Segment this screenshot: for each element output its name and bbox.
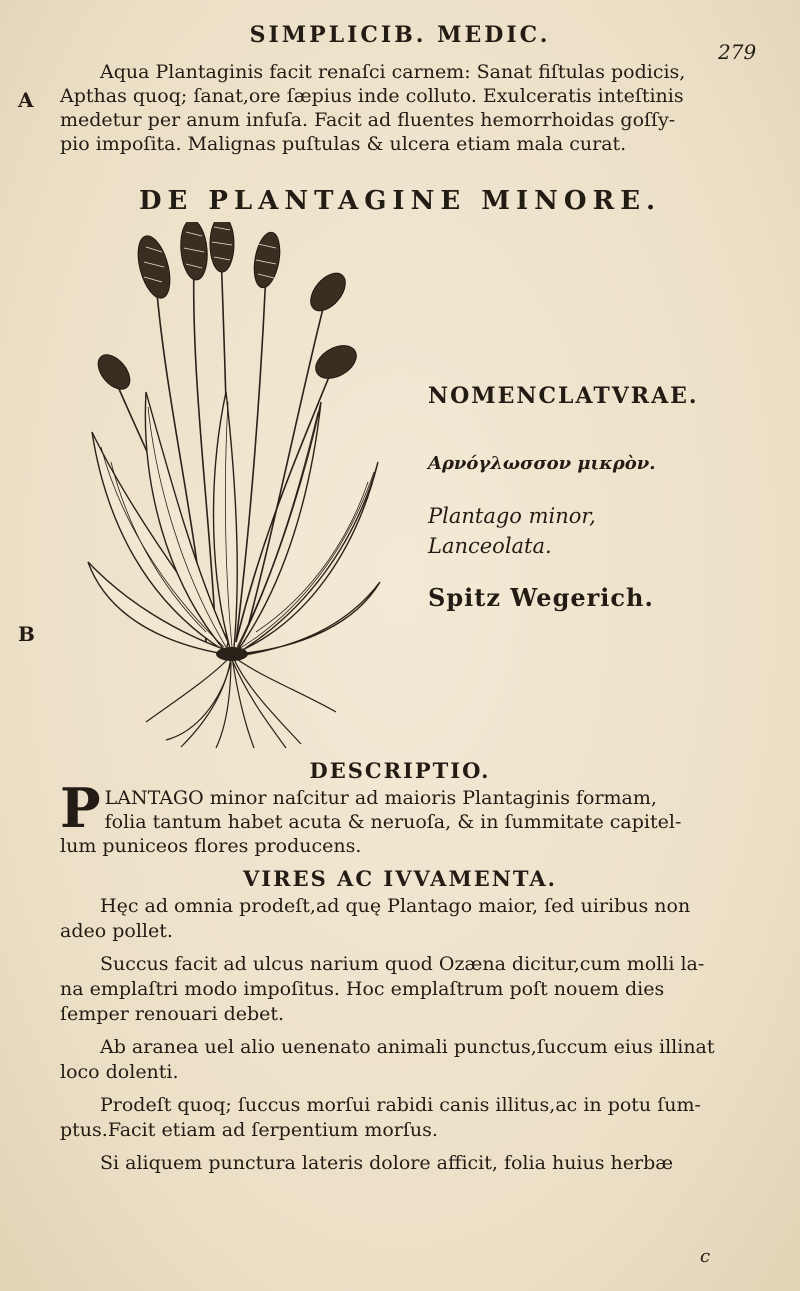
vires-heading: VIRES AC IVVAMENTA. bbox=[243, 866, 557, 891]
drop-cap: P bbox=[60, 776, 101, 840]
german-name: Spitz Wegerich. bbox=[428, 583, 654, 612]
vires-line: adeo pollet. bbox=[60, 920, 173, 942]
vires-text bbox=[60, 894, 750, 1176]
section-title: DE PLANTAGINE MINORE. bbox=[138, 186, 662, 216]
descriptio-paragraph bbox=[60, 776, 750, 858]
latin-synonym: Lanceolata. bbox=[428, 534, 552, 558]
margin-letter-b: B bbox=[18, 622, 35, 646]
intro-line: pio impoſita. Malignas puſtulas & ulcera etiam mala curat. bbox=[60, 133, 627, 155]
page-number: 279 bbox=[718, 40, 757, 64]
greek-name: Αρνόγλωσσον μικρὸν. bbox=[428, 453, 656, 474]
descriptio-line: LANTAGO minor naſcitur ad maioris Plantaginis formam, bbox=[104, 787, 657, 809]
vires-line: Succus facit ad ulcus narium quod Ozæna dicitur,cum molli la- bbox=[100, 953, 705, 975]
vires-line: ſemper renouari debet. bbox=[60, 1003, 285, 1025]
vires-line: ptus.Facit etiam ad ſerpentium morſus. bbox=[60, 1119, 438, 1141]
descriptio-line: folia tantum habet acuta & neruoſa, & in ſummitate capitel- bbox=[104, 811, 682, 833]
vires-line: na emplaſtri modo impoſitus. Hoc emplaſtrum poſt nouem dies bbox=[60, 978, 665, 1000]
descriptio-heading: DESCRIPTIO. bbox=[309, 758, 491, 783]
vires-line: Ab aranea uel alio uenenato animali punctus,ſuccum eius illinat bbox=[100, 1036, 715, 1058]
vires-line: loco dolenti. bbox=[60, 1061, 179, 1083]
intro-line: Aqua Plantaginis facit renaſci carnem: Sanat fiſtulas podicis, bbox=[100, 61, 686, 83]
descriptio-line: lum puniceos flores producens. bbox=[60, 835, 362, 857]
plantain-woodcut-illustration bbox=[86, 222, 382, 750]
catchword: c bbox=[700, 1246, 711, 1267]
running-head: SIMPLICIB. MEDIC. bbox=[249, 22, 551, 48]
margin-letter-a: A bbox=[18, 88, 34, 112]
nomenclature-block bbox=[428, 383, 748, 612]
vires-line: Si aliquem punctura lateris dolore afficit, folia huius herbæ bbox=[100, 1152, 674, 1174]
intro-line: Apthas quoq; ſanat,ore ſæpius inde colluto. Exulceratis inteſtinis bbox=[60, 85, 684, 107]
nomenclature-heading: NOMENCLATVRAE. bbox=[428, 383, 699, 409]
intro-line: medetur per anum infuſa. Facit ad fluentes hemorrhoidas goſſy- bbox=[60, 109, 676, 131]
intro-paragraph bbox=[60, 60, 750, 156]
vires-line: Prodeſt quoq; ſuccus morſui rabidi canis illitus,ac in potu ſum- bbox=[100, 1094, 701, 1116]
vires-line: Hęc ad omnia prodeſt,ad quę Plantago maior, ſed uiribus non bbox=[100, 895, 691, 917]
latin-name: Plantago minor, bbox=[428, 504, 596, 528]
